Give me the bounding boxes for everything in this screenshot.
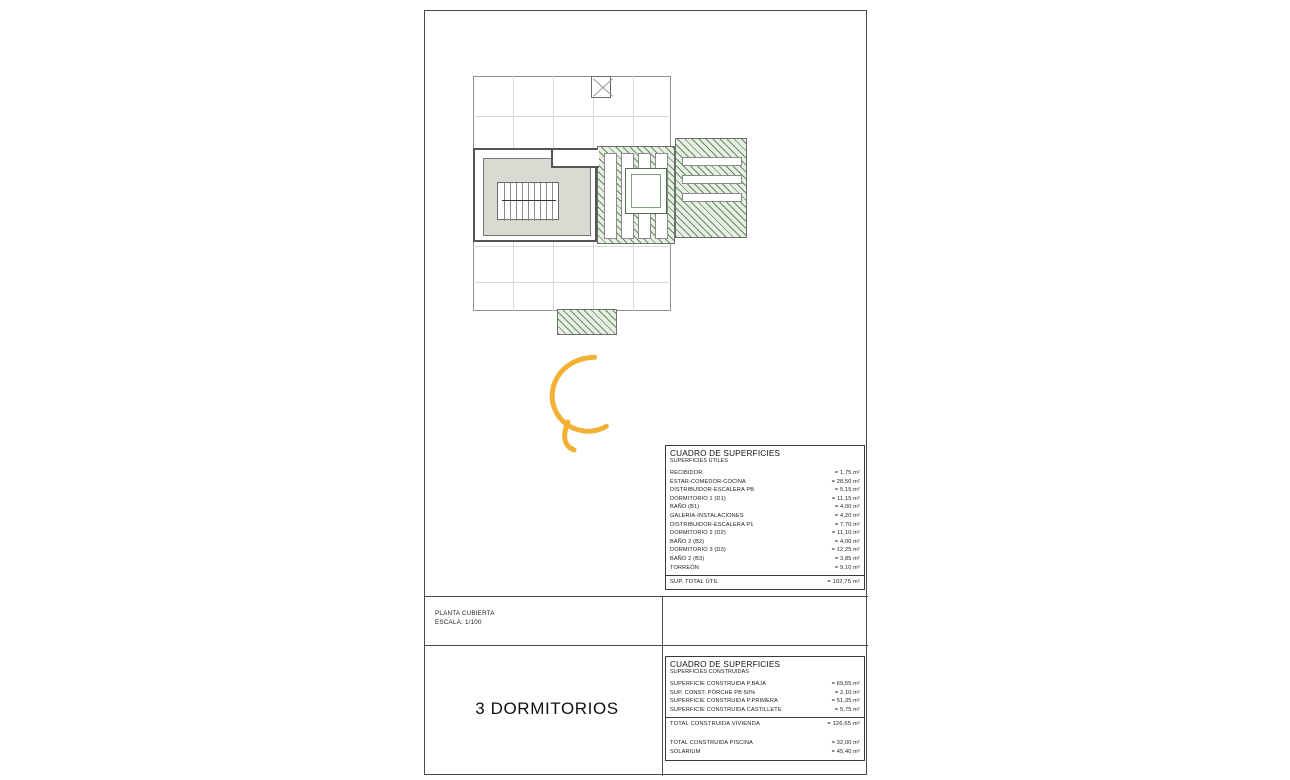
row-label: SUP. CONST. PORCHE PB 50%	[670, 689, 756, 696]
table-row	[670, 469, 860, 478]
total-value: = 102,75 m²	[827, 579, 860, 586]
row-label: BAÑO (B1)	[670, 504, 700, 511]
row-value: = 32,00 m²	[831, 740, 860, 747]
row-label: BAÑO 2 (B2)	[670, 538, 705, 545]
useful-table-title: CUADRO DE SUPERFICIES	[670, 449, 781, 458]
table-row	[670, 512, 860, 521]
row-value: = 12,25 m²	[831, 547, 860, 554]
row-value: = 9,10 m²	[834, 564, 860, 571]
useful-table-rows	[666, 466, 864, 575]
row-value: = 69,55 m²	[831, 681, 860, 687]
built-table-rows	[666, 677, 864, 717]
row-label: TOTAL CONSTRUIDA PISCINA	[670, 740, 754, 747]
row-value: = 5,75 m²	[834, 706, 860, 713]
row-value: = 11,15 m²	[832, 495, 860, 502]
row-value: = 2,10 m²	[834, 689, 860, 696]
table-row	[670, 680, 860, 689]
row-value: = 28,50 m²	[831, 478, 860, 485]
row-label: DISTRIBUIDOR-ESCALERA P1	[670, 521, 754, 528]
terrace-band	[682, 193, 742, 202]
row-label: DORMITORIO 3 (D3)	[670, 547, 726, 554]
table-row	[670, 495, 860, 504]
table-row	[670, 521, 860, 530]
row-value: = 5,15 m²	[834, 487, 860, 494]
row-label: BAÑO 2 (B3)	[670, 555, 705, 562]
rooftop-pool	[625, 168, 667, 214]
row-value: = 7,70 m²	[834, 521, 860, 528]
drawing-sheet	[424, 10, 867, 775]
roof-plan-group	[473, 66, 673, 311]
row-value: = 3,85 m²	[834, 555, 860, 562]
row-label: TORREÓN	[670, 564, 699, 571]
row-value: = 11,10 m²	[832, 530, 860, 537]
table-row	[670, 555, 860, 564]
total-value: = 126,65 m²	[827, 721, 860, 728]
table-row	[670, 529, 860, 538]
page-title: 3 DORMITORIOS	[475, 699, 619, 718]
row-value: = 4,20 m²	[834, 512, 860, 519]
torreon-notch	[551, 150, 599, 168]
useful-table-subtitle: SUPERFICIES ÚTILES	[670, 458, 729, 464]
total-label: SUP. TOTAL ÚTIL	[670, 579, 719, 586]
useful-total-row	[666, 575, 864, 589]
sheet-divider-vertical	[662, 596, 663, 776]
table-row	[670, 564, 860, 573]
row-value: = 45,40 m²	[831, 748, 860, 755]
row-label: SOLARIUM	[670, 748, 701, 755]
row-value: = 1,75 m²	[834, 470, 860, 476]
swoosh-logo	[540, 344, 645, 454]
table-row	[670, 546, 860, 555]
row-value: = 4,00 m²	[834, 504, 860, 511]
plan-scale: ESCALA: 1/100	[435, 619, 482, 626]
sheet-divider	[425, 596, 868, 597]
row-value: = 51,35 m²	[831, 698, 860, 705]
staircase-symbol	[497, 182, 559, 220]
total-label: TOTAL CONSTRUIDA VIVIENDA	[670, 721, 760, 728]
table-row	[670, 486, 860, 495]
skylight-symbol	[591, 76, 611, 98]
table-row	[670, 503, 860, 512]
pool-inner-edge	[631, 174, 661, 208]
table-row	[670, 748, 860, 757]
pergola-slat	[604, 153, 617, 239]
terrace-band	[682, 175, 742, 184]
row-label: RECIBIDOR	[670, 470, 703, 476]
row-label: SUPERFICIE CONSTRUIDA CASTILLETE	[670, 706, 782, 713]
row-label: DORMITORIO 2 (D2)	[670, 530, 726, 537]
built-surface-table	[665, 656, 865, 761]
row-label: GALERÍA-INSTALACIONES	[670, 512, 744, 519]
row-label: DISTRIBUIDOR-ESCALERA PB	[670, 487, 755, 494]
table-row	[670, 706, 860, 715]
built-total-row	[666, 717, 864, 731]
grid-line	[473, 246, 671, 247]
row-label: DORMITORIO 1 (D1)	[670, 495, 726, 502]
built-table-title: CUADRO DE SUPERFICIES	[670, 660, 781, 669]
row-label: SUPERFICIE CONSTRUIDA P.BAJA	[670, 681, 767, 687]
row-label: ESTAR-COMEDOR-COCINA	[670, 478, 746, 485]
plan-label	[435, 609, 495, 627]
terrace-hatch-right	[675, 138, 747, 238]
plan-name: PLANTA CUBIERTA	[435, 610, 495, 617]
table-row	[670, 697, 860, 706]
table-row	[670, 739, 860, 748]
table-row	[670, 538, 860, 547]
torreon-block	[473, 148, 597, 242]
row-value: = 4,00 m²	[834, 538, 860, 545]
row-label: SUPERFICIE CONSTRUIDA P.PRIMERA	[670, 698, 779, 705]
grid-line	[473, 116, 671, 117]
table-row	[670, 689, 860, 698]
built-table-subtitle: SUPERFICIES CONSTRUIDAS	[670, 669, 749, 675]
table-row	[670, 478, 860, 487]
sheet-divider	[425, 645, 868, 646]
terrace-hatch-bottom	[557, 309, 617, 335]
useful-surface-table	[665, 445, 865, 590]
built-extra-rows	[666, 731, 864, 759]
grid-line	[473, 282, 671, 283]
terrace-band	[682, 157, 742, 166]
